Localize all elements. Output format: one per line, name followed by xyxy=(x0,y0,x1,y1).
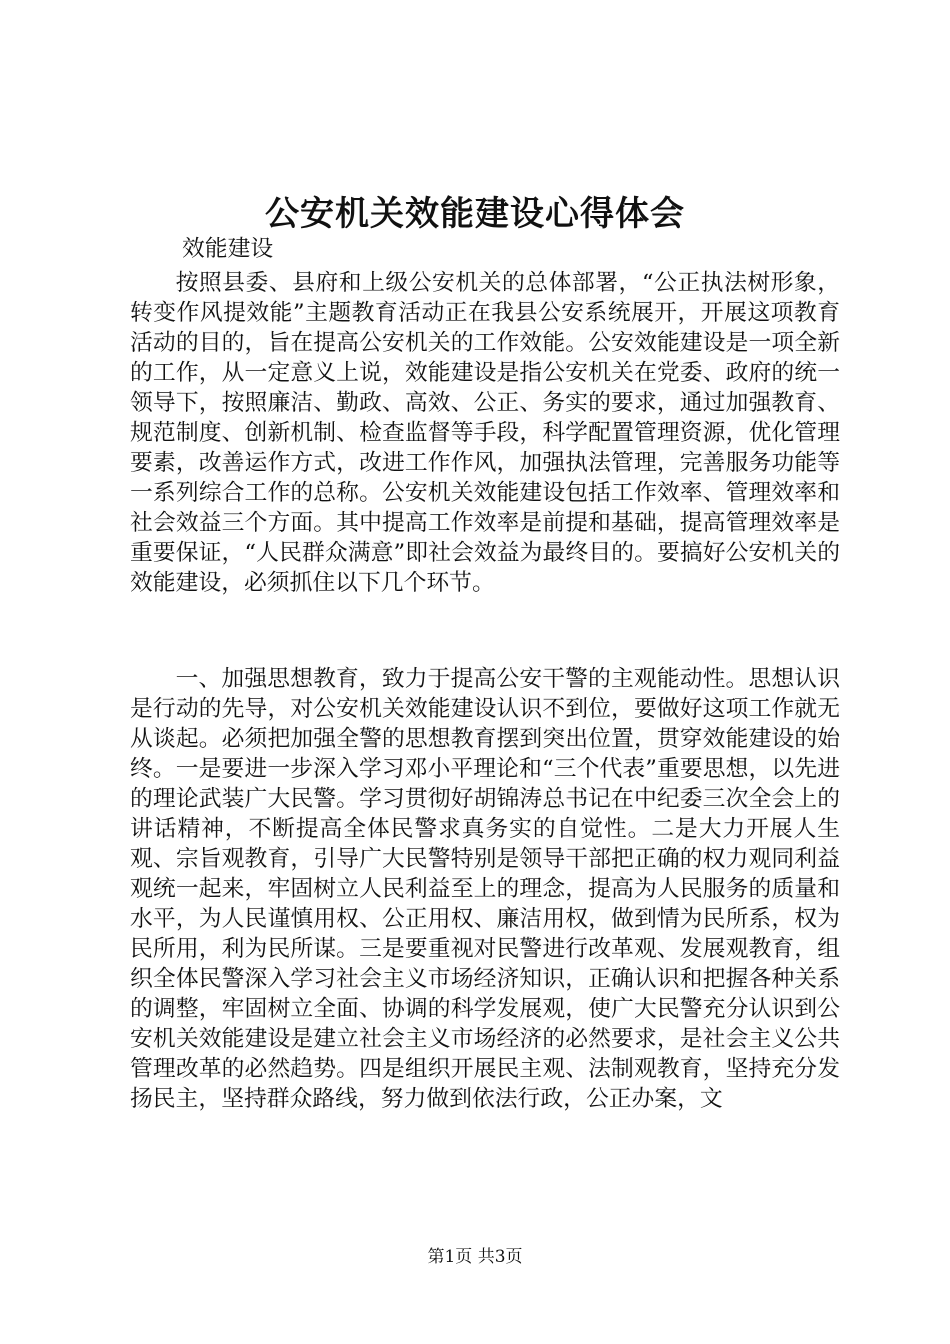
body-paragraph-1 xyxy=(130,268,840,598)
document-title: 公安机关效能建设心得体会 xyxy=(265,194,685,234)
paragraph-text: 一、加强思想教育，致力于提高公安干警的主观能动性。思想认识是行动的先导，对公安机关效能建设认识不到位，要做好这项工作就无从谈起。必须把加强全警的思想教育摆到突出位置，贯穿效能建设的始终。一是要进一步深入学习邓小平理论和“三个代表”重要思想，以先进的理论武装广大民警。学习贯彻好胡锦涛总书记在中纪委三次全会上的讲话精神，不断提高全体民警求真务实的自觉性。二是大力开展人生观、宗旨观教育，引导广大民警特别是领导干部把正确的权力观同利益观统一起来，牢固树立人民利益至上的理念，提高为人民服务的质量和水平，为人民谨慎用权、公正用权、廉洁用权，做到情为民所系，权为民所用，利为民所谋。三是要重视对民警进行改革观、发展观教育，组织全体民警深入学习社会主义市场经济知识，正确认识和把握各种关系的调整，牢固树立全面、协调的科学发展观，使广大民警充分认识到公安机关效能建设是建立社会主义市场经济的必然要求，是社会主义公共管理改革的必然趋势。四是组织开展民主观、法制观教育，坚持充分发扬民主，坚持群众路线，努力做到依法行政，公正办案，文 xyxy=(130,666,840,1112)
keyword-label: 效能建设 xyxy=(182,236,274,262)
paragraph-text: 按照县委、县府和上级公安机关的总体部署，“公正执法树形象，转变作风提效能”主题教育活动正在我县公安系统展开，开展这项教育活动的目的，旨在提高公安机关的工作效能。公安效能建设是一项全新的工作，从一定意义上说，效能建设是指公安机关在党委、政府的统一领导下，按照廉洁、勤政、高效、公正、务实的要求，通过加强教育、规范制度、创新机制、检查监督等手段，科学配置管理资源，优化管理要素，改善运作方式，改进工作作风，加强执法管理，完善服务功能等一系列综合工作的总称。公安机关效能建设包括工作效率、管理效率和社会效益三个方面。其中提高工作效率是前提和基础，提高管理效率是重要保证，“人民群众满意”即社会效益为最终目的。要搞好公安机关的效能建设，必须抓住以下几个环节。 xyxy=(130,270,840,596)
body-paragraph-2 xyxy=(130,664,840,1114)
page-footer: 第1页 共3页 xyxy=(427,1247,523,1267)
